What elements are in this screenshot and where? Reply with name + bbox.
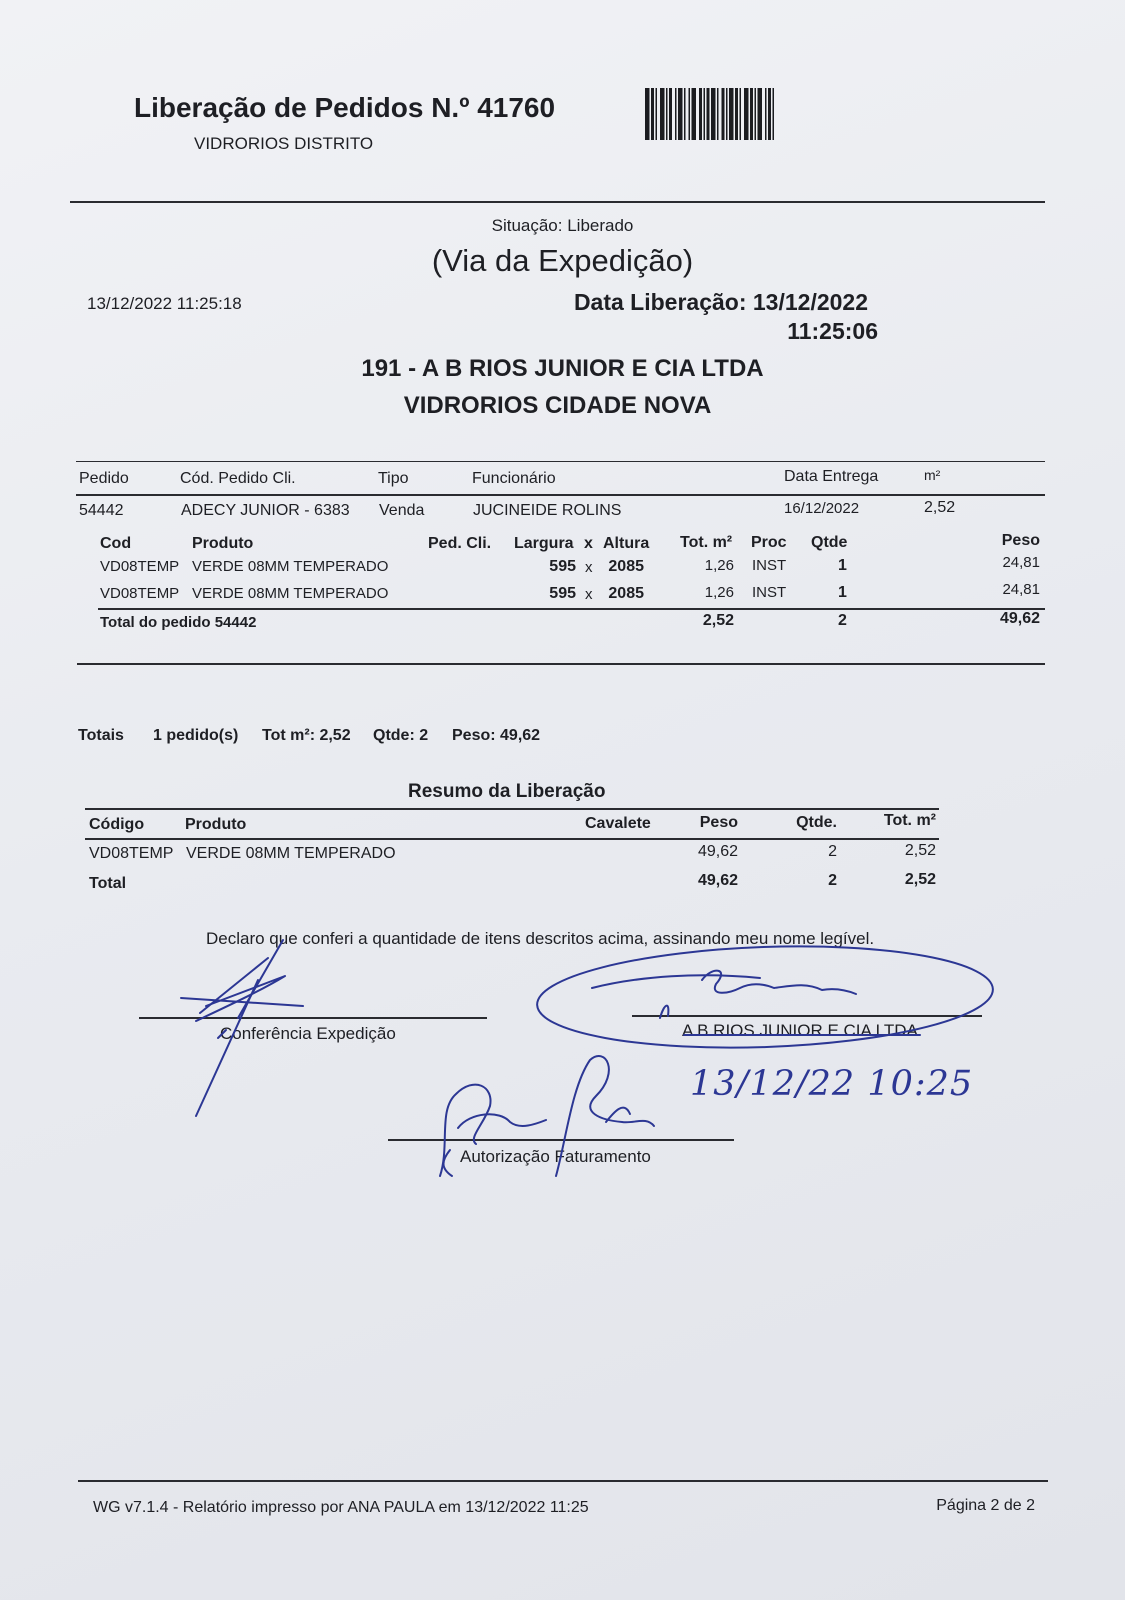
item-peso: 24,81 <box>1002 554 1040 571</box>
item-produto: VERDE 08MM TEMPERADO <box>192 558 389 575</box>
item-x: x <box>585 586 593 603</box>
items-col-produto: Produto <box>192 535 254 552</box>
col-data-entrega: Data Entrega <box>784 468 879 485</box>
autorizacao-signature-scribble <box>440 1056 654 1176</box>
order-pedido-value: 54442 <box>79 502 124 519</box>
item-largura: 595 <box>549 585 576 602</box>
order-total-peso: 49,62 <box>999 610 1040 627</box>
document-subtitle: VIDRORIOS DISTRITO <box>194 134 374 153</box>
resumo-qtde: 2 <box>828 843 837 860</box>
declaration-text: Declaro que conferi a quantidade de itens descritos acima, assinando meu nome legível. <box>206 929 875 948</box>
conferencia-label: Conferência Expedição <box>220 1024 396 1043</box>
items-col-tot-m2: Tot. m² <box>680 534 733 551</box>
items-col-altura: Altura <box>603 535 650 552</box>
item-proc: INST <box>752 557 787 574</box>
totais-pedidos: 1 pedido(s) <box>153 727 239 744</box>
resumo-total-peso: 49,62 <box>697 872 738 889</box>
item-largura: 595 <box>549 558 576 575</box>
col-pedido: Pedido <box>79 470 129 487</box>
autorizacao-label: Autorização Faturamento <box>460 1147 651 1166</box>
totais-peso: Peso: 49,62 <box>452 727 541 744</box>
resumo-col-peso: Peso <box>699 814 738 831</box>
col-tipo: Tipo <box>378 470 409 487</box>
col-m2: m² <box>924 467 941 483</box>
col-cod-pedido-cli: Cód. Pedido Cli. <box>180 470 296 487</box>
item-qtde: 1 <box>838 584 847 601</box>
order-m2-value: 2,52 <box>924 499 956 516</box>
order-total-qtde: 2 <box>838 612 847 629</box>
resumo-peso: 49,62 <box>697 843 738 860</box>
col-funcionario: Funcionário <box>472 470 556 487</box>
item-proc: INST <box>752 584 787 601</box>
company-signature-scribble <box>535 939 994 1055</box>
item-tot-m2: 1,26 <box>704 557 734 574</box>
items-col-cod: Cod <box>100 535 132 552</box>
item-peso: 24,81 <box>1002 581 1040 598</box>
items-col-peso: Peso <box>1001 532 1040 549</box>
item-x: x <box>585 559 593 576</box>
order-total-m2: 2,52 <box>702 612 734 629</box>
conferencia-signature-scribble <box>181 940 303 1116</box>
print-timestamp: 13/12/2022 11:25:18 <box>87 294 242 313</box>
totais-m2: Tot m²: 2,52 <box>262 727 351 744</box>
resumo-total-qtde: 2 <box>828 872 837 889</box>
item-tot-m2: 1,26 <box>704 584 734 601</box>
items-col-qtde: Qtde <box>811 534 848 551</box>
release-time: 11:25:06 <box>787 318 878 344</box>
footer-rule <box>78 1480 1048 1482</box>
handwritten-date: 13/12/22 10:25 <box>690 1064 974 1104</box>
order-funcionario-value: JUCINEIDE ROLINS <box>473 502 622 519</box>
footer-printed-by: WG v7.1.4 - Relatório impresso por ANA PAULA em 13/12/2022 11:25 <box>93 1499 589 1516</box>
totais-label: Totais <box>78 727 124 744</box>
items-col-ped-cli: Ped. Cli. <box>428 535 492 552</box>
item-cod: VD08TEMP <box>100 558 180 575</box>
via-label: (Via da Expedição) <box>431 243 694 278</box>
item-produto: VERDE 08MM TEMPERADO <box>192 585 389 602</box>
items-col-largura: Largura <box>514 535 574 552</box>
resumo-col-codigo: Código <box>89 816 145 833</box>
item-cod: VD08TEMP <box>100 585 180 602</box>
resumo-total-label: Total <box>89 875 127 892</box>
item-qtde: 1 <box>838 557 847 574</box>
order-tipo-value: Venda <box>379 502 425 519</box>
items-col-x: x <box>584 535 593 552</box>
resumo-col-cavalete: Cavalete <box>585 815 651 832</box>
order-cod-cli-value: ADECY JUNIOR - 6383 <box>181 502 350 519</box>
order-data-entrega-value: 16/12/2022 <box>784 500 860 517</box>
items-col-proc: Proc <box>751 534 787 551</box>
company-signature-label: A B RIOS JUNIOR E CIA LTDA <box>682 1021 918 1040</box>
resumo-total-tot-m2: 2,52 <box>904 871 936 888</box>
footer-page-number: Página 2 de 2 <box>936 1497 1035 1514</box>
resumo-col-produto: Produto <box>185 816 247 833</box>
order-total-label: Total do pedido 54442 <box>100 614 257 631</box>
resumo-title: Resumo da Liberação <box>408 781 606 802</box>
document-title: Liberação de Pedidos N.º 41760 <box>134 92 556 123</box>
item-altura: 2085 <box>608 558 644 575</box>
resumo-produto: VERDE 08MM TEMPERADO <box>186 845 396 862</box>
branch-name: VIDRORIOS CIDADE NOVA <box>403 392 712 419</box>
resumo-tot-m2: 2,52 <box>904 842 936 859</box>
release-date: Data Liberação: 13/12/2022 <box>573 289 868 315</box>
company-name: 191 - A B RIOS JUNIOR E CIA LTDA <box>361 355 764 382</box>
status-text: Situação: Liberado <box>491 216 634 235</box>
resumo-col-qtde: Qtde. <box>796 814 837 831</box>
resumo-codigo: VD08TEMP <box>89 845 174 862</box>
totais-qtde: Qtde: 2 <box>373 727 429 744</box>
item-altura: 2085 <box>608 585 644 602</box>
resumo-col-tot-m2: Tot. m² <box>883 812 936 829</box>
